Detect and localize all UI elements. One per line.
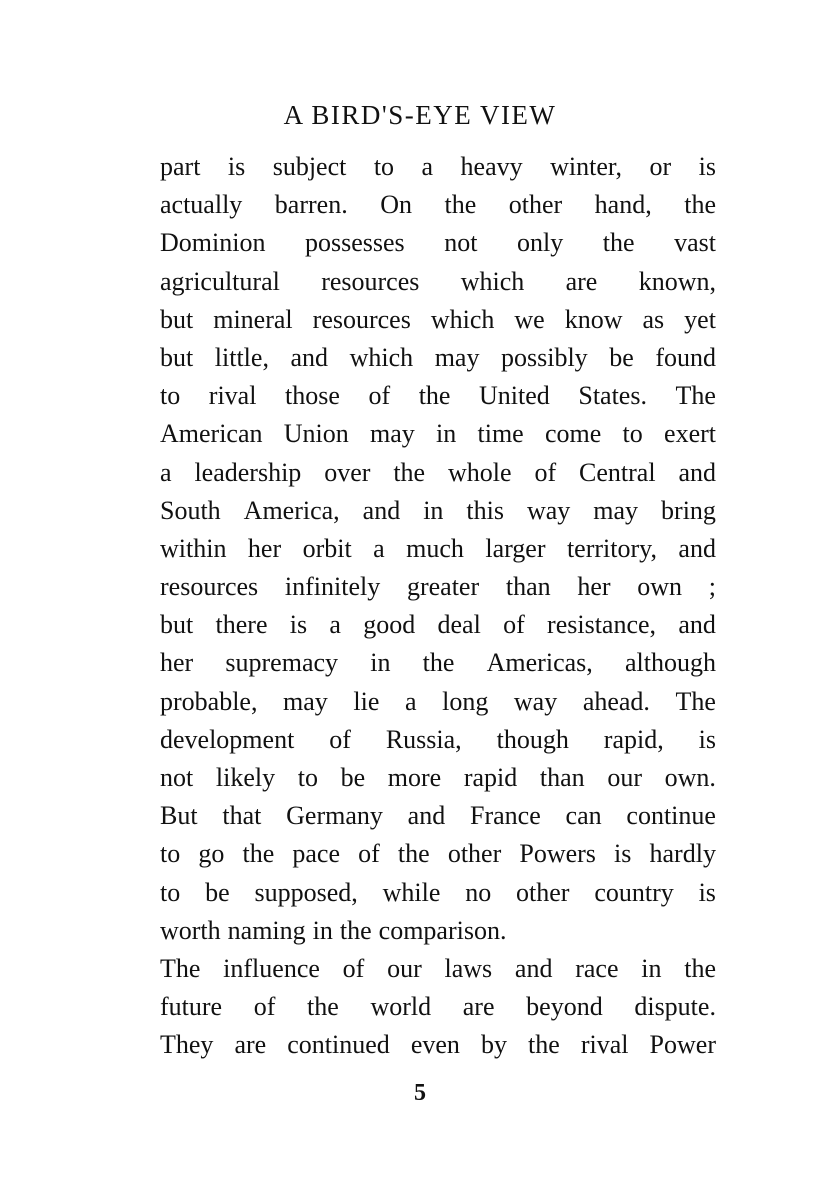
body-text [160, 148, 716, 1065]
text-line: worth naming in the comparison. [160, 915, 507, 945]
text-line: resources infinitely greater than her own ; [160, 572, 716, 602]
text-line: South America, and in this way may bring [160, 495, 716, 525]
paragraph [160, 148, 716, 950]
text-line: but there is a good deal of resistance, and [160, 610, 716, 640]
text-line: actually barren. On the other hand, the [160, 190, 716, 220]
text-line: Dominion possesses not only the vast [160, 228, 716, 258]
text-line: her supremacy in the Americas, although [160, 648, 716, 678]
paragraph [160, 950, 716, 1065]
page-number: 5 [414, 1080, 426, 1106]
text-line: part is subject to a heavy winter, or is [160, 152, 716, 181]
text-line: but little, and which may possibly be found [160, 342, 716, 372]
text-line: future of the world are beyond dispute. [160, 992, 716, 1022]
text-line: They are continued even by the rival Power [160, 1030, 716, 1060]
text-line: a leadership over the whole of Central and [160, 457, 716, 487]
text-line: to rival those of the United States. The [160, 381, 716, 411]
text-line: development of Russia, though rapid, is [160, 724, 716, 754]
text-line: but mineral resources which we know as yet [160, 304, 716, 334]
text-line: But that Germany and France can continue [160, 801, 716, 831]
text-line: The influence of our laws and race in the [160, 953, 716, 983]
text-line: to be supposed, while no other country is [160, 877, 716, 907]
text-line: American Union may in time come to exert [160, 419, 716, 449]
running-head-title: A BIRD'S-EYE VIEW [283, 100, 557, 130]
text-line: to go the pace of the other Powers is hardly [160, 839, 716, 869]
text-line: probable, may lie a long way ahead. The [160, 686, 716, 716]
text-line: agricultural resources which are known, [160, 266, 716, 296]
text-line: within her orbit a much larger territory, and [160, 533, 716, 563]
text-line: not likely to be more rapid than our own. [160, 763, 716, 792]
